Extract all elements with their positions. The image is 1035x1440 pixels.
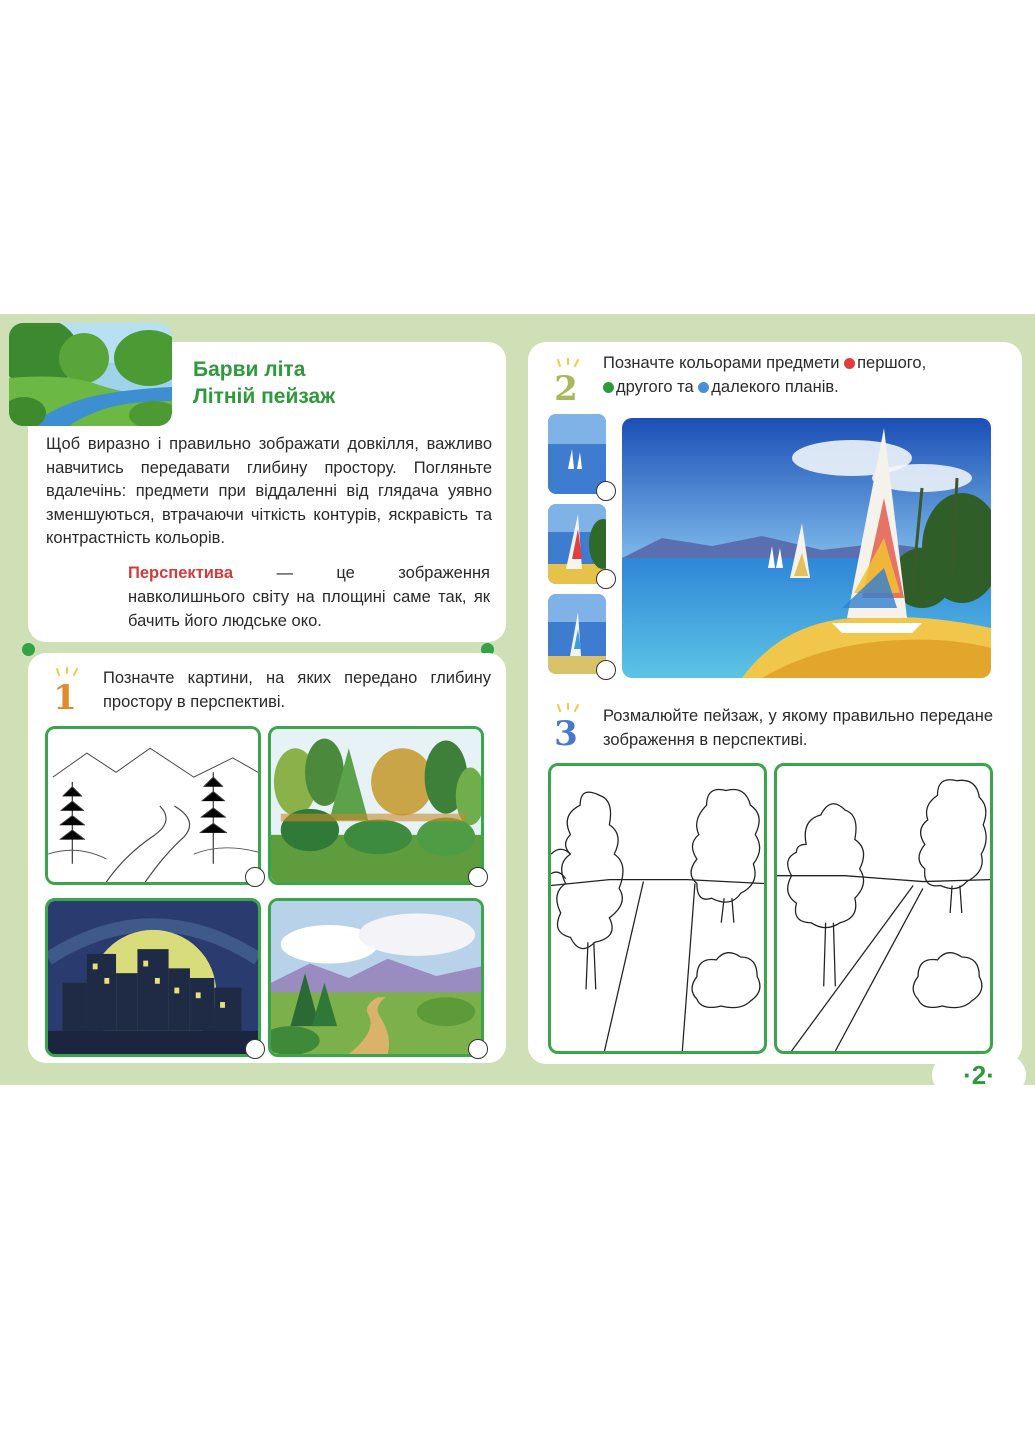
- task3-number-badge: [546, 703, 586, 749]
- picture-night-city: [45, 898, 261, 1057]
- task1-number: 1: [53, 678, 77, 713]
- summer-river-landscape-image: [9, 323, 172, 426]
- red-dot-icon: [844, 358, 855, 369]
- checkbox-circle-4[interactable]: [468, 1039, 488, 1059]
- checkbox-circle-2[interactable]: [468, 867, 488, 887]
- task2-number-badge: [546, 358, 586, 404]
- divider-dot-left: [22, 643, 35, 656]
- checkbox-circle-5[interactable]: [596, 481, 616, 501]
- green-dot-icon: [603, 382, 614, 393]
- task3-number: 3: [554, 714, 578, 749]
- definition-term: Перспектива: [128, 564, 234, 582]
- picture-perspective-path: [268, 898, 484, 1057]
- task3-instructions: Розмалюйте пейзаж, у якому правильно передане зображення в перспективі.: [603, 707, 993, 749]
- title-line-2: Літній пейзаж: [193, 385, 336, 408]
- checkbox-circle-7[interactable]: [596, 660, 616, 680]
- lesson-title: [193, 356, 335, 410]
- checkbox-circle-6[interactable]: [596, 569, 616, 589]
- intro-paragraph: Щоб виразно і правильно зображати довкілля, важливо навчитись передавати глибину простору. Погляньте вдалечінь: предмети при віддаленні від глядача уявно зменшуються, втрачаючи чіткість контурів, яскравість та контрастність кольорів.: [46, 435, 492, 547]
- task2-second: другого та: [616, 377, 699, 396]
- coloring-landscape-2[interactable]: [774, 763, 993, 1054]
- task1-number-badge: [45, 667, 85, 713]
- task2-number: 2: [554, 369, 578, 404]
- task2-text-a: Позначте кольорами предмети: [603, 354, 845, 372]
- definition-text: — це зображення навколишнього світу на площині саме так, як бачить його людське око.: [128, 564, 490, 630]
- picture-sketch-landscape: [45, 726, 261, 885]
- blue-dot-icon: [698, 382, 709, 393]
- task2-far: далекого планів.: [711, 377, 839, 396]
- task1-instructions: Позначте картини, на яких передано глибину простору в перспективі.: [103, 669, 491, 711]
- title-line-1: Барви літа: [193, 358, 306, 381]
- checkbox-circle-3[interactable]: [245, 1039, 265, 1059]
- coloring-landscape-1[interactable]: [548, 763, 767, 1054]
- thumbnail-second-plan: [548, 594, 606, 674]
- task2-instructions: [603, 352, 998, 399]
- picture-forest-flat: [268, 726, 484, 885]
- checkbox-circle-1[interactable]: [245, 867, 265, 887]
- page-number: ·2·: [932, 1055, 1026, 1095]
- thumbnail-far-plan: [548, 414, 606, 494]
- sailboat-beach-image: [622, 418, 991, 678]
- definition-paragraph: [128, 561, 490, 633]
- task2-first: першого,: [857, 354, 927, 372]
